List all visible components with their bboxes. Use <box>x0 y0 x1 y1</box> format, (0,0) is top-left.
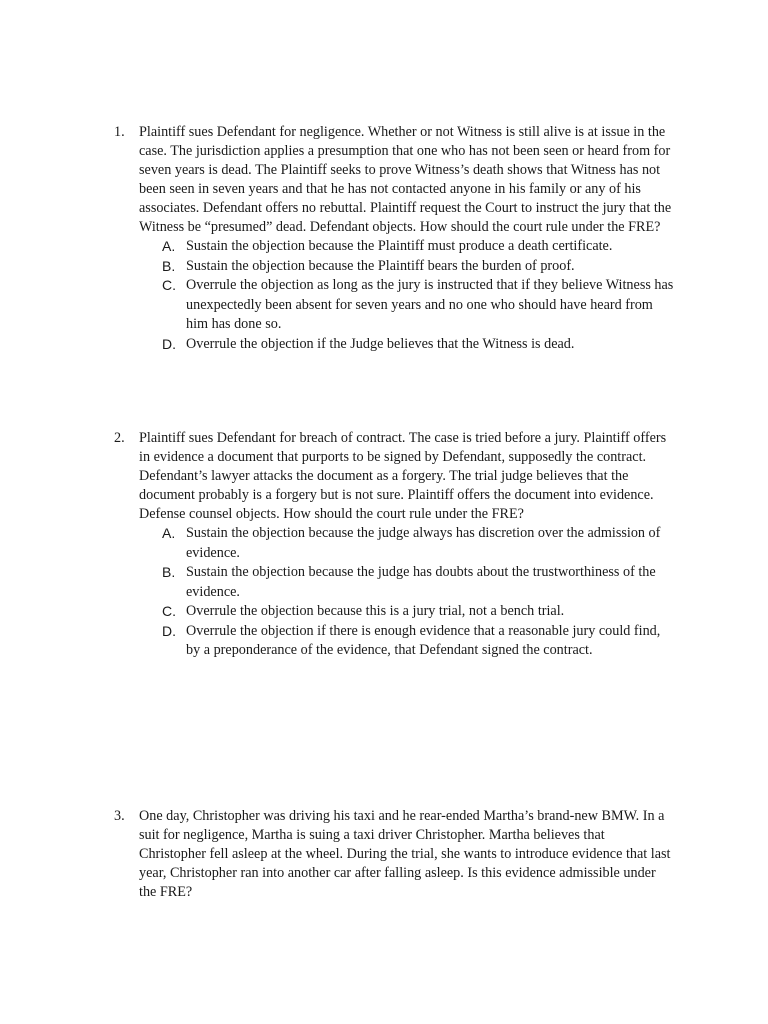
answer-option-c <box>162 602 674 622</box>
option-text: Overrule the objection as long as the jury is instructed that if they believe Witness has unexpectedly been absent for seven years and no one who should have heard from him has done so. <box>186 277 674 332</box>
option-letter: D. <box>162 335 176 352</box>
option-text: Sustain the objection because the Plaintiff bears the burden of proof. <box>186 257 575 274</box>
answer-option-b <box>162 563 674 602</box>
question-number: 3. <box>114 808 125 824</box>
question-number: 2. <box>114 430 125 446</box>
option-text: Sustain the objection because the Plaintiff must produce a death certificate. <box>186 238 613 254</box>
option-letter: B. <box>162 564 176 580</box>
option-letter: C. <box>162 603 176 619</box>
answer-option-a <box>162 237 674 257</box>
option-letter: A. <box>162 238 176 254</box>
answer-options <box>114 237 674 354</box>
question-number: 1. <box>114 124 125 140</box>
answer-option-c <box>162 276 674 335</box>
question-1 <box>114 123 674 354</box>
question-3 <box>114 807 674 902</box>
question-text: Plaintiff sues Defendant for breach of contract. The case is tried before a jury. Plaintiff offers in evidence a document that purports to be signed by Defendant, supposedly the contract. Defendant’s lawyer attacks the document as a forgery. The trial judge believes that the document probably is a forgery but is not sure. Plaintiff offers the document into evidence. Defense counsel objects. How should the court rule under the FRE? <box>139 430 667 522</box>
question-text: Plaintiff sues Defendant for negligence. Whether or not Witness is still alive is at issue in the case. The jurisdiction applies a presumption that one who has not been seen or heard from for seven years is dead. The Plaintiff seeks to prove Witness’s death shows that Witness has not been seen in seven years and that he has not contacted anyone in his family or any of his associates. Defendant offers no rebuttal. Plaintiff request the Court to instruct the jury that the Witness be “presumed” dead. Defendant objects. How should the court rule under the FRE? <box>139 124 672 235</box>
option-text: Overrule the objection if there is enough evidence that a reasonable jury could find, by a preponderance of the evidence, that Defendant signed the contract. <box>186 622 661 658</box>
option-text: Overrule the objection if the Judge believes that the Witness is dead. <box>186 335 575 352</box>
answer-option-d <box>162 335 674 355</box>
option-text: Sustain the objection because the judge always has discretion over the admission of evidence. <box>186 525 661 561</box>
answer-options <box>114 524 674 661</box>
option-letter: A. <box>162 525 176 541</box>
question-text: One day, Christopher was driving his taxi and he rear-ended Martha’s brand-new BMW. In a suit for negligence, Martha is suing a taxi driver Christopher. Martha believes that Christopher fell asleep at the wheel. During the trial, she wants to introduce evidence that last year, Christopher ran into another car after falling asleep. Is this evidence admissible under the FRE? <box>139 808 671 900</box>
answer-option-a <box>162 524 674 563</box>
question-2 <box>114 429 674 661</box>
option-letter: B. <box>162 257 176 274</box>
option-letter: D. <box>162 622 176 639</box>
answer-option-d <box>162 622 674 661</box>
option-text: Overrule the objection because this is a jury trial, not a bench trial. <box>186 603 565 619</box>
answer-option-b <box>162 257 674 277</box>
option-letter: C. <box>162 277 176 293</box>
option-text: Sustain the objection because the judge has doubts about the trustworthiness of the evidence. <box>186 564 656 600</box>
